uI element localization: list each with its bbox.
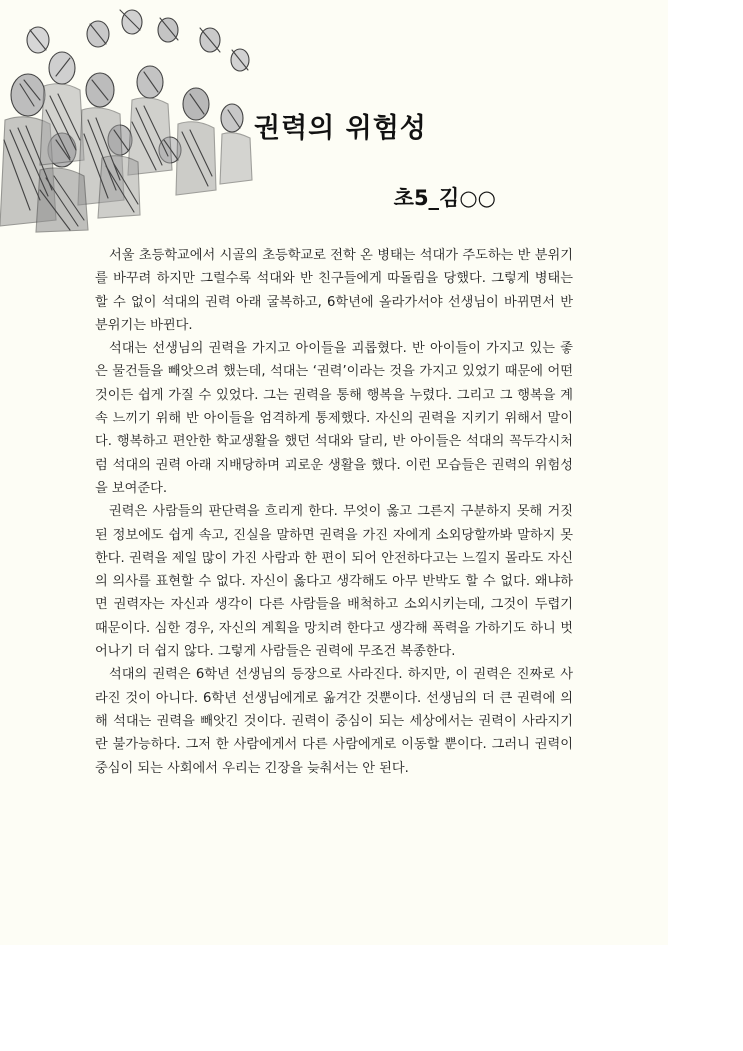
paragraph: 석대의 권력은 6학년 선생님의 등장으로 사라진다. 하지만, 이 권력은 진짜로 사라진 것이 아니다. 6학년 선생님에게로 옮겨간 것뿐이다. 선생님의 더 큰 권력에 의해 석대는 권력을 빼앗긴 것이다. 권력이 중심이 되는 세상에서는 권력이 사라지기란 불가능하다. 그저 한 사람에게서 다른 사람에게로 이동할 뿐이다. 그러니 권력이 중심이 되는 사회에서 우리는 긴장을 늦춰서는 안 된다. — [95, 667, 573, 776]
paragraph: 석대는 선생님의 권력을 가지고 아이들을 괴롭혔다. 반 아이들이 가지고 있는 좋은 물건들을 빼앗으려 했는데, 석대는 ‘권력’이라는 것을 가지고 있었기 때문에 어떤 것이든 쉽게 가질 수 있었다. 그는 권력을 통해 행복을 누렸다. 그리고 그 행복을 계속 느끼기 위해 반 아이들을 엄격하게 통제했다. 자신의 권력을 지키기 위해서 말이다. 행복하고 편안한 학교생활을 했던 석대와 달리, 반 아이들은 석대의 꼭두각시처럼 석대의 권력 아래 지배당하며 괴로운 생활을 했다. 이런 모습들은 권력의 위험성을 보여준다. — [95, 341, 573, 496]
crowd-sketch-illustration — [0, 0, 260, 235]
article-title: 권력의 위험성 — [254, 113, 427, 144]
author-label: 초5_김○○ — [393, 186, 496, 210]
paragraph: 서울 초등학교에서 시골의 초등학교로 전학 온 병태는 석대가 주도하는 반 분위기를 바꾸려 하지만 그럴수록 석대와 반 친구들에게 따돌림을 당했다. 그렇게 병태는 할 수 없이 석대의 권력 아래 굴복하고, 6학년에 올라가서야 선생님이 바뀌면서 반 분위기는 바뀐다. — [95, 248, 573, 333]
paragraph: 권력은 사람들의 판단력을 흐리게 한다. 무엇이 옳고 그른지 구분하지 못해 거짓된 정보에도 쉽게 속고, 진실을 말하면 권력을 가진 자에게 소외당할까봐 말하지 못한다. 권력을 제일 많이 가진 사람과 한 편이 되어 안전하다고는 느낄지 몰라도 자신의 의사를 표현할 수 없다. 자신이 옳다고 생각해도 아무 반박도 할 수 없다. 왜냐하면 권력자는 자신과 생각이 다른 사람들을 배척하고 소외시키는데, 그것이 두렵기 때문이다. 심한 경우, 자신의 계획을 망치려 한다고 생각해 폭력을 가하기도 하니 벗어나기 더 쉽지 않다. 그렇게 사람들은 권력에 무조건 복종한다. — [95, 504, 573, 660]
article-body — [95, 244, 573, 780]
